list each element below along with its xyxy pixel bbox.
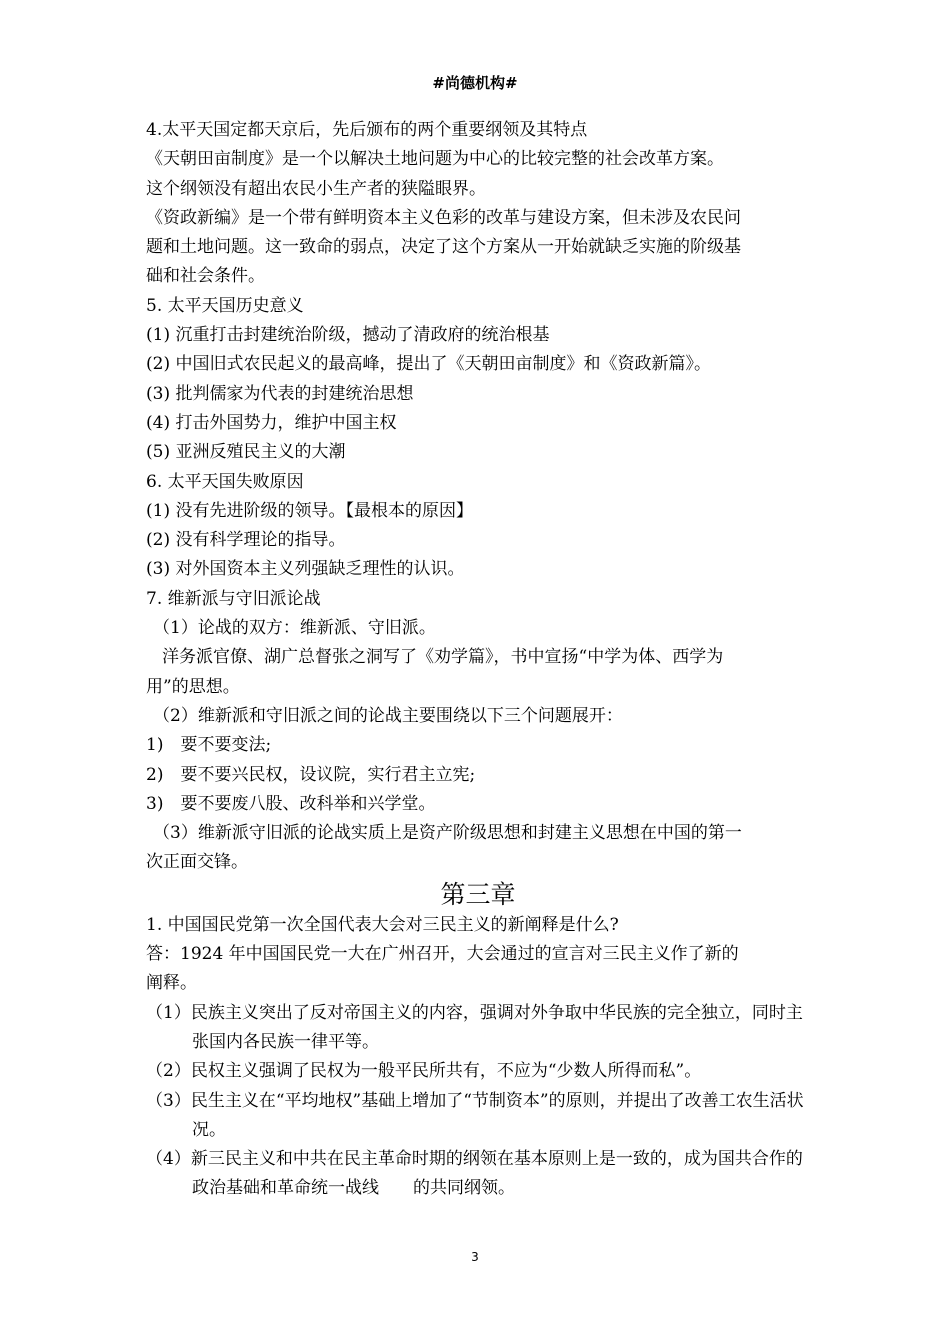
chapter-title: 第三章 [440,879,516,909]
list-item: （2）维新派和守旧派之间的论战主要围绕以下三个问题展开： [153,705,623,726]
list-item: (3) 对外国资本主义列强缺乏理性的认识。 [146,559,465,580]
list-item: （1）民族主义突出了反对帝国主义的内容，强调对外争取中华民族的完全独立，同时主张国内各民族一律平等。 [146,1002,803,1052]
text-line: 这个纲领没有超出农民小生产者的狭隘眼界。 [146,178,486,199]
answer-line: 阐释。 [146,973,197,994]
text-line: 《天朝田亩制度》是一个以解决土地问题为中心的比较完整的社会改革方案。 [146,149,724,170]
list-item: (5) 亚洲反殖民主义的大潮 [146,442,346,463]
list-item: (4) 打击外国势力，维护中国主权 [146,412,397,433]
question: 1. 中国国民党第一次全国代表大会对三民主义的新阐释是什么? [146,914,619,935]
page-number: 3 [471,1250,479,1264]
document-body [146,116,810,1204]
list-item: （3）民生主义在“平均地权”基础上增加了“节制资本”的原则，并提出了改善工农生活状况。 [146,1090,804,1140]
list-item: （1）论战的双方：维新派、守旧派。 [153,618,436,639]
list-item: (1) 没有先进阶级的领导。【最根本的原因】 [146,500,473,521]
list-item: (1) 沉重打击封建统治阶级，撼动了清政府的统治根基 [146,325,550,346]
page-header: #尚德机构# [432,74,518,92]
list-item: 1) 要不要变法; [146,735,272,756]
heading-6: 6. 太平天国失败原因 [146,471,304,492]
text-line: 《资政新编》是一个带有鲜明资本主义色彩的改革与建设方案，但未涉及农民问 [146,207,741,228]
list-item: 2) 要不要兴民权，设议院，实行君主立宪; [146,764,476,785]
list-item: (2) 没有科学理论的指导。 [146,530,346,551]
text-line: 用”的思想。 [146,676,240,697]
text-line: 次正面交锋。 [146,852,248,873]
list-item: (2) 中国旧式农民起义的最高峰，提出了《天朝田亩制度》和《资政新篇》。 [146,354,711,375]
list-item: （2）民权主义强调了民权为一般平民所共有，不应为“少数人所得而私”。 [146,1061,702,1082]
list-item: （3）维新派守旧派的论战实质上是资产阶级思想和封建主义思想在中国的第一 [153,823,742,844]
list-item: 3) 要不要废八股、改科举和兴学堂。 [146,793,436,814]
answer-line: 答：1924 年中国国民党一大在广州召开，大会通过的宣言对三民主义作了新的 [146,944,739,965]
heading-5: 5. 太平天国历史意义 [146,295,304,316]
text-line: 题和土地问题。这一致命的弱点，决定了这个方案从一开始就缺乏实施的阶级基 [146,237,741,258]
text-line: 础和社会条件。 [146,266,265,287]
list-item: (3) 批判儒家为代表的封建统治思想 [146,383,414,404]
heading-7: 7. 维新派与守旧派论战 [146,588,321,609]
list-item: （4）新三民主义和中共在民主革命时期的纲领在基本原则上是一致的，成为国共合作的政治基础和革命统一战线 的共同纲领。 [146,1149,803,1199]
heading-4: 4.太平天国定都天京后，先后颁布的两个重要纲领及其特点 [146,120,588,140]
text-line: 洋务派官僚、湖广总督张之洞写了《劝学篇》，书中宣扬“中学为体、西学为 [162,647,724,668]
